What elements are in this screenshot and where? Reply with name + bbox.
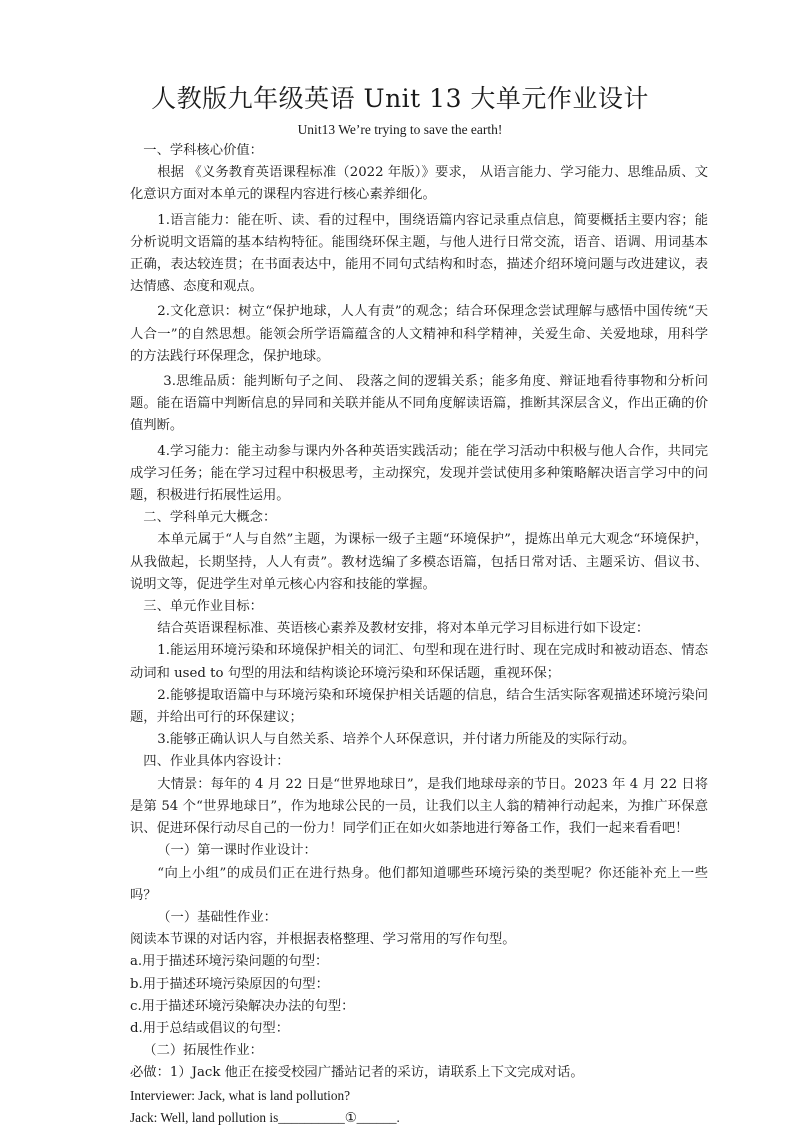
document-body <box>130 140 708 1129</box>
list-item-pattern-a: a.用于描述环境污染问题的句型： <box>130 954 329 970</box>
subsection-heading-extended-homework: （二）拓展性作业： <box>143 1043 263 1059</box>
list-item-pattern-c: c.用于描述环境污染解决办法的句型： <box>130 998 355 1014</box>
paragraph-basic-instruction: 阅读本节课的对话内容，并根据表格整理、学习常用的写作句型。 <box>130 932 516 948</box>
paragraph-cultural-awareness: 2.文化意识：树立“保护地球，人人有责”的观念；结合环保理念尝试理解与感悟中国传统“天人合一”的自然思想。能领会所学语篇蕴含的人文精神和科学精神，关爱生命、关爱地球，用科学的方法践行环保理念，保护地球。 <box>130 304 708 364</box>
paragraph-goals-intro: 结合英语课程标准、英语核心素养及教材安排，将对本单元学习目标进行如下设定： <box>157 621 650 637</box>
paragraph-language-ability: 1.语言能力：能在听、读、看的过程中，围绕语篇内容记录重点信息，简要概括主要内容；能分析说明文语篇的基本结构特征。能围绕环保主题，与他人进行日常交流，语音、语调、用词基本正确，表达较连贯；在书面表达中，能用不同句式结构和时态，描述介绍环境问题与改进建议，表达情感、态度和观点。 <box>130 212 708 295</box>
dialogue-line-interviewer: Interviewer: Jack, what is land pollution? <box>130 1087 351 1103</box>
subsection-heading-lesson-1: （一）第一课时作业设计： <box>157 843 317 859</box>
paragraph-goal-3: 3.能够正确认识人与自然关系、培养个人环保意识，并付诸力所能及的实际行动。 <box>157 732 636 748</box>
paragraph-goal-2: 2.能够提取语篇中与环境污染和环境保护相关话题的信息，结合生活实际客观描述环境污染问题，并给出可行的环保建议； <box>130 687 708 726</box>
section-heading-big-concept: 二、学科单元大概念： <box>143 510 277 526</box>
document-title: 人教版九年级英语 Unit 13 大单元作业设计 <box>151 84 649 113</box>
unit-subtitle: Unit13 We’re trying to save the earth! <box>297 122 503 137</box>
paragraph-big-concept: 本单元属于“人与自然”主题，为课标一级子主题“环境保护”，提炼出单元大观念“环境保护，从我做起，长期坚持，人人有责”。教材选编了多模态语篇，包括日常对话、主题采访、倡议书、说明文等，促进学生对单元核心内容和技能的掌握。 <box>130 532 708 592</box>
paragraph-intro: 根据 《义务教育英语课程标准（2022 年版）》要求， 从语言能力、学习能力、思维品质、文化意识方面对本单元的课程内容进行核心素养细化。 <box>130 165 708 203</box>
section-heading-core-values: 一、学科核心价值： <box>143 143 263 158</box>
paragraph-thinking-quality: 3.思维品质：能判断句子之间、 段落之间的逻辑关系；能多角度、辩证地看待事物和分析问题。能在语篇中判断信息的异同和关联并能从不同角度解读语篇，推断其深层含义，作出正确的价值判断。 <box>130 374 708 434</box>
section-heading-goals: 三、单元作业目标： <box>143 599 263 615</box>
subsection-heading-basic-homework: （一）基础性作业： <box>157 909 277 925</box>
paragraph-learning-ability: 4.学习能力：能主动参与课内外各种英语实践活动；能在学习活动中积极与他人合作，共同完成学习任务；能在学习过程中积极思考，主动探究，发现并尝试使用多种策略解决语言学习中的问题，积极进行拓展性运用。 <box>130 443 708 504</box>
paragraph-required-task: 必做：1）Jack 他正在接受校园广播站记者的采访，请联系上下文完成对话。 <box>130 1065 584 1081</box>
dialogue-line-jack: Jack: Well, land pollution is__________①______. <box>130 1109 400 1125</box>
list-item-pattern-b: b.用于描述环境污染原因的句型： <box>130 976 329 992</box>
paragraph-scenario: 大情景：每年的 4 月 22 日是“世界地球日”，是我们地球母亲的节日。2023 年 4 月 22 日将是第 54 个“世界地球日”，作为地球公民的一员，让我们以主人翁的精神行动起来，为推广环保意识、促进环保行动尽自己的一份力！同学们正在如火如荼地进行筹备工作，我们一起来看看吧！ <box>130 776 708 837</box>
paragraph-warm-up: “向上小组”的成员们正在进行热身。他们都知道哪些环境污染的类型呢？你还能补充上一些吗？ <box>130 865 708 903</box>
list-item-pattern-d: d.用于总结或倡议的句型： <box>130 1020 290 1036</box>
paragraph-goal-1: 1.能运用环境污染和环境保护相关的词汇、句型和现在进行时、现在完成时和被动语态、情态动词和 used to 句型的用法和结构谈论环境污染和环保话题，重视环保； <box>130 643 708 681</box>
section-heading-content-design: 四、作业具体内容设计： <box>143 754 290 770</box>
